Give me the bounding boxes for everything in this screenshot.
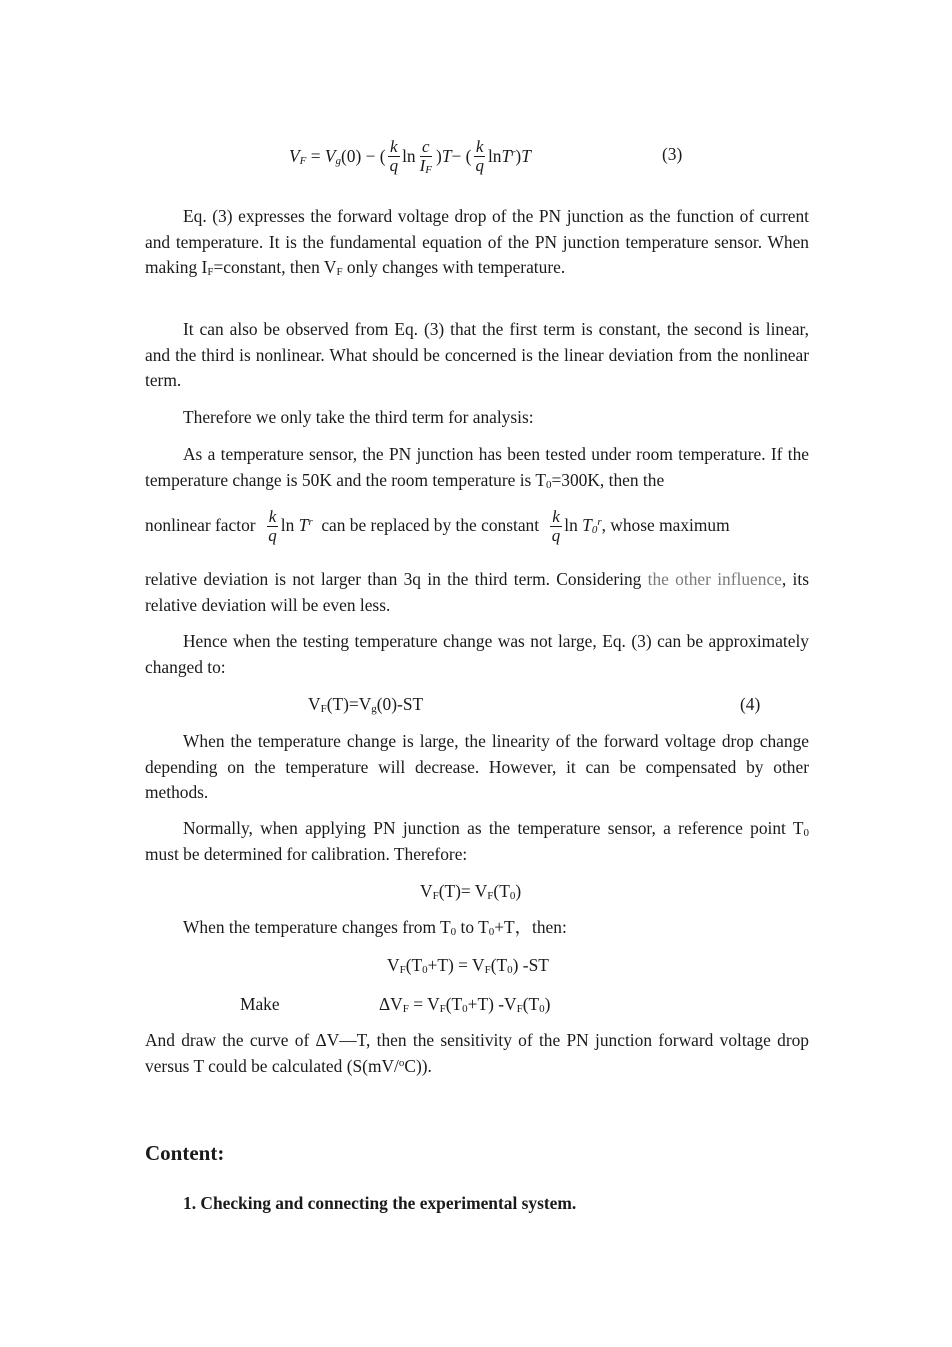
paragraph-large-change: When the temperature change is large, the linearity of the forward voltage drop change depending on the temperature will decrease. However, it can be compensated by other methods.: [145, 731, 809, 802]
paragraph-nonlinear-factor: nonlinear factor $\frac{k}{q}$ ln $T^r$ can be replaced by the constant $\frac{k}{q}$ ln $T_0^r$ , whose maximum: [145, 506, 730, 545]
paragraph-eq3-explanation: Eq. (3) expresses the forward voltage drop of the PN junction as the function of current and temperature. It is the fundamental equation of the PN junction temperature sensor. When making $I_F=constant$, then $V_F$ only changes with temperature.: [145, 206, 809, 278]
make-label: Make: [240, 994, 280, 1014]
paragraph-temperature-change: When the temperature changes from $T_0$ to $T_0+T$，then:: [183, 917, 567, 938]
paragraph-relative-deviation: relative deviation is not larger than 3q in the third term. Considering the other influence, its relative deviation will be even less.: [145, 569, 809, 615]
equation-change: $V_F(T_0+T) = V_F(T_0)$ -ST: [387, 955, 549, 976]
equation-delta: $\Delta V_F = V_F(T_0+T)$ $-V_F(T_0)$: [379, 994, 551, 1015]
equation-4-number: (4): [740, 694, 761, 714]
grey-highlight-text: the other influence: [647, 569, 782, 589]
nonlinear-factor-label: nonlinear factor: [145, 515, 256, 536]
paragraph-room-temperature: As a temperature sensor, the PN junction has been tested under room temperature. If the temperature change is 50K and the room temperature is $T_0=300K$, then the: [145, 444, 809, 491]
section-item-1: 1. Checking and connecting the experimental system.: [183, 1193, 577, 1213]
paragraph-third-term: Therefore we only take the third term for analysis:: [183, 407, 534, 427]
equation-reference: $V_F(T)= V_F(T_0)$: [420, 881, 522, 902]
equation-3-number: (3): [662, 144, 683, 164]
paragraph-terms: It can also be observed from Eq. (3) that the first term is constant, the second is linear, and the third is nonlinear. What should be concerned is the linear deviation from the nonlinear term.: [145, 319, 809, 390]
section-heading: Content:: [145, 1141, 225, 1165]
whose-maximum-label: , whose maximum: [601, 515, 730, 536]
paragraph-sensitivity: And draw the curve of ΔV—T, then the sensitivity of the PN junction forward voltage drop versus T could be calculated (S(mV/$^o$C)).: [145, 1030, 809, 1076]
paragraph-approximation: Hence when the testing temperature change was not large, Eq. (3) can be approximately changed to:: [145, 631, 809, 677]
replaced-by-label: can be replaced by the constant: [321, 515, 540, 536]
equation-3: $V_F$ = $V_g$ (0) − ( $\frac{k}{q}$ ln $\frac{c}{I_F}$ ) T − ( $\frac{k}{q}$ ln $T^r$ ) T: [289, 136, 531, 176]
paragraph-reference-point: Normally, when applying PN junction as the temperature sensor, a reference point $T_0$ must be determined for calibration. Therefore:: [145, 818, 809, 864]
equation-4: $V_F(T)=V_g(0)-ST$: [308, 694, 424, 715]
